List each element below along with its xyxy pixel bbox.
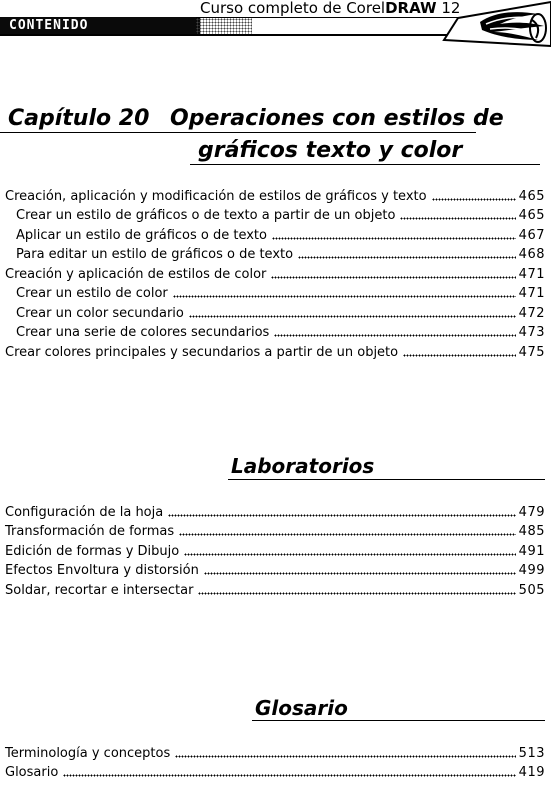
flame-logo-icon: [420, 0, 551, 48]
dot-leader: [189, 314, 516, 318]
title-underline: [196, 17, 458, 18]
toc-entry-title: Soldar, recortar e intersectar: [5, 582, 194, 598]
toc-entry: [5, 262, 545, 282]
toc-entry-page: 419: [518, 765, 545, 780]
toc-entry-title: Crear un estilo de color: [16, 286, 168, 301]
dot-leader: [298, 255, 516, 259]
toc-entry-title: Edición de formas y Dibujo: [5, 543, 180, 559]
toc-entry-page: 513: [518, 745, 545, 761]
chapter-title-line1: Operaciones con estilos de: [170, 106, 504, 131]
toc-entry-title: Para editar un estilo de gráficos o de texto: [16, 247, 294, 262]
dot-leader: [175, 754, 515, 758]
chapter-toc: [5, 184, 545, 360]
toc-entry-page: 465: [518, 208, 545, 223]
glosario-toc: [5, 741, 545, 780]
section-label: CONTENIDO: [9, 18, 89, 33]
glosario-rule: [252, 720, 545, 721]
toc-entry: [5, 223, 545, 243]
toc-entry: [5, 559, 545, 579]
toc-entry: [5, 500, 545, 520]
toc-entry-page: 475: [518, 344, 545, 360]
toc-entry: [5, 282, 545, 302]
halftone-pattern: [196, 18, 252, 34]
toc-entry-title: Creación, aplicación y modificación de estilos de gráficos y texto: [5, 188, 427, 204]
chapter-rule-bottom: [190, 164, 540, 165]
dot-leader: [400, 216, 515, 220]
glosario-heading: Glosario: [255, 696, 348, 720]
toc-entry-title: Crear un estilo de gráficos o de texto a partir de un objeto: [16, 208, 396, 223]
toc-entry-page: 471: [518, 266, 545, 282]
toc-entry-page: 468: [518, 247, 545, 262]
dot-leader: [204, 571, 516, 575]
dot-leader: [403, 353, 516, 357]
toc-entry: [5, 578, 545, 598]
toc-entry-title: Configuración de la hoja: [5, 504, 164, 520]
book-title-prefix: Curso completo de Corel: [200, 0, 386, 17]
laboratorios-heading: Laboratorios: [231, 454, 375, 478]
chapter-rule-top: [0, 132, 476, 133]
toc-entry: [5, 520, 545, 540]
toc-entry-page: 485: [518, 524, 545, 539]
toc-entry-page: 505: [518, 582, 545, 598]
toc-entry-title: Efectos Envoltura y distorsión: [5, 563, 199, 578]
laboratorios-rule: [228, 479, 545, 480]
dot-leader: [179, 532, 516, 536]
dot-leader: [271, 275, 515, 279]
toc-entry: [5, 204, 545, 224]
laboratorios-toc: [5, 500, 545, 598]
toc-entry-page: 473: [518, 325, 545, 340]
toc-entry-title: Crear colores principales y secundarios a partir de un objeto: [5, 344, 399, 360]
chapter-title-line2: gráficos texto y color: [198, 138, 463, 163]
toc-entry-page: 499: [518, 563, 545, 578]
toc-entry: [5, 340, 545, 360]
toc-entry-page: 471: [518, 286, 545, 301]
toc-entry-title: Creación y aplicación de estilos de color: [5, 266, 267, 282]
toc-entry-title: Crear un color secundario: [16, 305, 184, 321]
book-title-brand: DRAW: [385, 0, 437, 17]
dot-leader: [432, 197, 516, 201]
toc-entry-page: 472: [518, 305, 545, 321]
dot-leader: [272, 236, 516, 240]
toc-entry: [5, 741, 545, 761]
toc-entry-title: Transformación de formas: [5, 524, 175, 539]
toc-entry: [5, 184, 545, 204]
dot-leader: [168, 513, 515, 517]
toc-entry-page: 479: [518, 504, 545, 520]
toc-entry-page: 465: [518, 188, 545, 204]
toc-entry: [5, 301, 545, 321]
dot-leader: [63, 773, 515, 777]
page-header: [0, 0, 551, 40]
dot-leader: [198, 591, 515, 595]
dot-leader: [173, 294, 516, 298]
dot-leader: [274, 333, 515, 337]
toc-entry-page: 491: [518, 543, 545, 559]
toc-entry-title: Crear una serie de colores secundarios: [16, 325, 270, 340]
toc-entry-title: Glosario: [5, 765, 59, 780]
chapter-number: Capítulo 20: [8, 106, 150, 131]
book-title-version: 12: [436, 0, 461, 17]
toc-entry-title: Aplicar un estilo de gráficos o de texto: [16, 227, 267, 243]
toc-entry-title: Terminología y conceptos: [5, 745, 171, 761]
toc-entry: [5, 243, 545, 263]
toc-entry: [5, 761, 545, 781]
toc-entry-page: 467: [518, 227, 545, 243]
toc-entry: [5, 321, 545, 341]
dot-leader: [184, 552, 515, 556]
toc-entry: [5, 539, 545, 559]
